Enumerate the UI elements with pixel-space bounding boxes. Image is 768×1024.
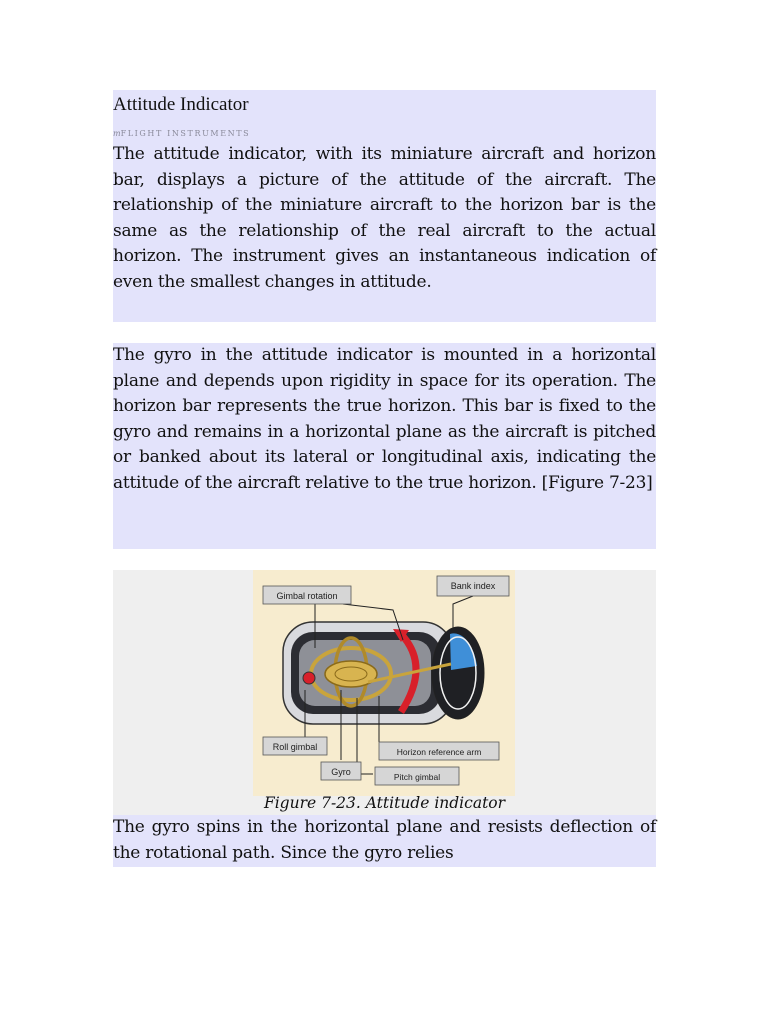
label-horizon-reference-arm: Horizon reference arm <box>396 747 482 757</box>
paragraph-2: The gyro in the attitude indicator is mounted in a horizontal plane and depends upon rigidity in space for its operation. The horizon bar represents the true horizon. This bar is fixed to the gyro and remains in a horizontal plane as the aircraft is pitched or banked about its lateral or longitudinal axis, indicating the attitude of the aircraft relative to the true horizon. [Figure 7-23] <box>113 343 656 549</box>
page-title: Attitude Indicator <box>113 90 656 120</box>
section-page-marker: m <box>113 129 121 138</box>
label-roll-gimbal: Roll gimbal <box>272 742 318 752</box>
attitude-indicator-illustration <box>253 570 515 796</box>
attitude-indicator-figure <box>253 570 515 796</box>
paragraph-1: The attitude indicator, with its miniature aircraft and horizon bar, displays a picture of the attitude of the aircraft. The relationship of the miniature aircraft to the horizon bar is the same as the relationship of the real aircraft to the actual horizon. The instrument gives an instantaneous indication of even the smallest changes in attitude. <box>113 142 656 322</box>
section-label <box>113 120 656 142</box>
figure-caption: Figure 7-23. Attitude indicator <box>263 794 506 812</box>
figure-panel <box>113 570 656 815</box>
section-label-text: FLIGHT INSTRUMENTS <box>120 129 251 138</box>
label-bank-index: Bank index <box>450 581 496 591</box>
label-gimbal-rotation: Gimbal rotation <box>276 591 338 601</box>
paragraph-3: The gyro spins in the horizontal plane and resists deflection of the rotational path. Since the gyro relies <box>113 815 656 867</box>
label-pitch-gimbal: Pitch gimbal <box>393 772 441 782</box>
roll-gimbal-pivot <box>303 672 315 684</box>
label-gyro: Gyro <box>331 767 351 777</box>
leader-bank-index <box>453 596 473 632</box>
